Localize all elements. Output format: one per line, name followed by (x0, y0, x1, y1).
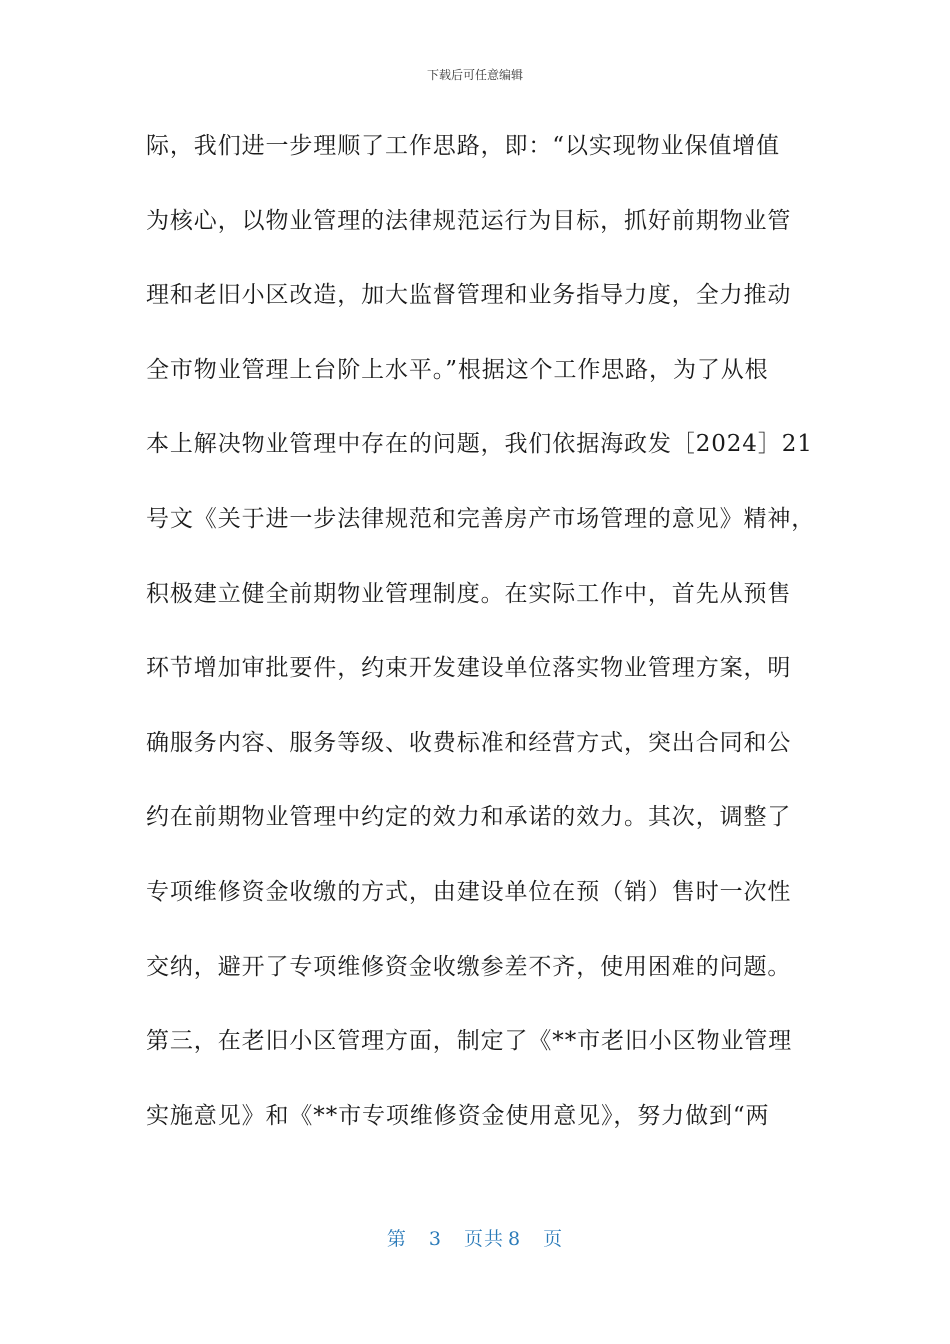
text-line: 交纳，避开了专项维修资金收缴参差不齐，使用困难的问题。 (146, 953, 792, 980)
footer-page-prefix: 第 (386, 1228, 407, 1250)
page-footer (0, 1226, 950, 1252)
page-header-note: 下载后可任意编辑 (426, 68, 523, 82)
text-line: 本上解决物业管理中存在的问题，我们依据海政发［2024］21 (146, 431, 813, 458)
text-line: 积极建立健全前期物业管理制度。在实际工作中，首先从预售 (146, 580, 792, 607)
footer-page-middle: 页共 (463, 1228, 504, 1250)
text-line: 专项维修资金收缴的方式，由建设单位在预（销）售时一次性 (146, 878, 792, 905)
text-line: 际，我们进一步理顺了工作思路，即：“以实现物业保值增值 (146, 133, 781, 159)
text-line: 号文《关于进一步法律规范和完善房产市场管理的意见》精神， (146, 505, 816, 532)
document-body (146, 124, 816, 1168)
footer-total-pages: 8 (508, 1228, 522, 1250)
text-line: 第三，在老旧小区管理方面，制定了《**市老旧小区物业管理 (146, 1028, 793, 1055)
text-line: 理和老旧小区改造，加大监督管理和业务指导力度，全力推动 (146, 282, 792, 309)
footer-page-suffix: 页 (543, 1228, 564, 1250)
text-line: 为核心，以物业管理的法律规范运行为目标，抓好前期物业管 (146, 207, 792, 234)
text-line: 实施意见》和《**市专项维修资金使用意见》，努力做到“两 (146, 1102, 770, 1129)
text-line: 约在前期物业管理中约定的效力和承诺的效力。其次，调整了 (146, 804, 792, 831)
footer-current-page: 3 (428, 1228, 442, 1250)
text-line: 环节增加审批要件，约束开发建设单位落实物业管理方案，明 (146, 655, 792, 682)
text-line: 全市物业管理上台阶上水平。”根据这个工作思路，为了从根 (146, 356, 769, 383)
text-line: 确服务内容、服务等级、收费标准和经营方式，突出合同和公 (146, 729, 792, 756)
